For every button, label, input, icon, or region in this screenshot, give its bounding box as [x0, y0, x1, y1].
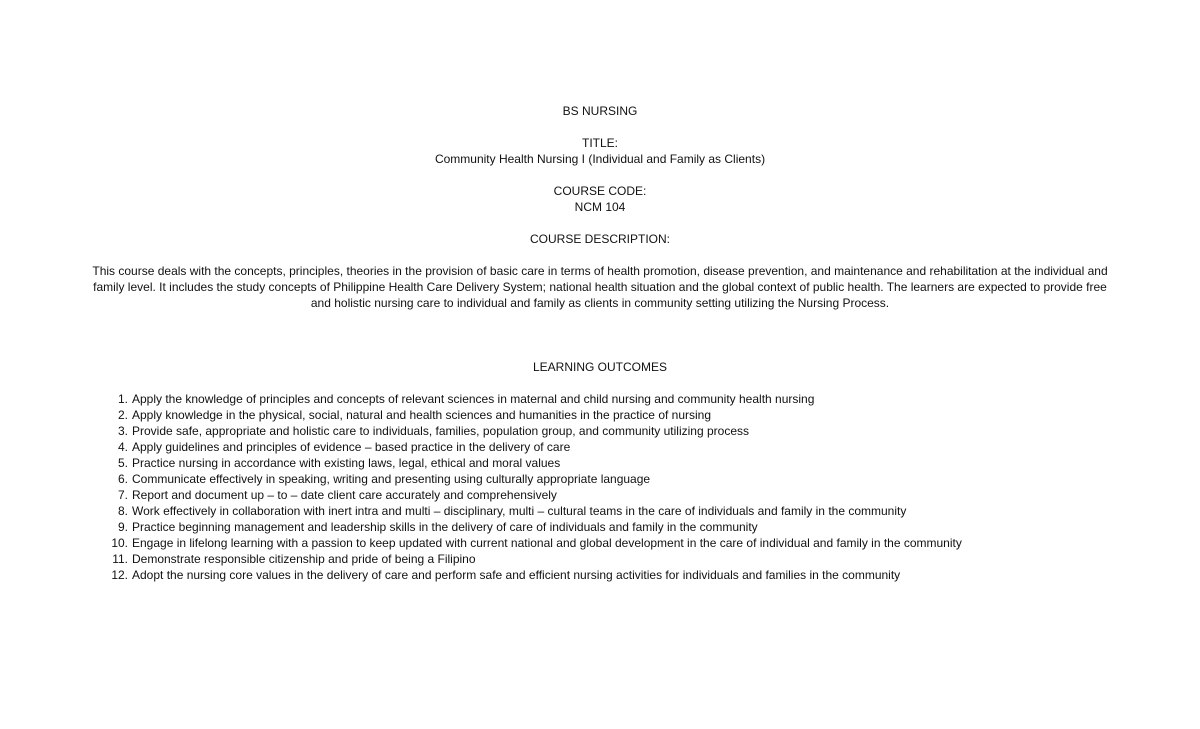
course-description-label: COURSE DESCRIPTION:: [529, 232, 670, 246]
list-item-text: Communicate effectively in speaking, writing and presenting using culturally appropriate language: [132, 472, 651, 486]
learning-outcomes-heading: LEARNING OUTCOMES: [532, 360, 667, 374]
list-item-text: Practice beginning management and leadership skills in the delivery of care of individuals and family in the community: [132, 520, 758, 534]
list-item-number: 2.: [117, 408, 128, 422]
list-item: [100, 439, 1100, 455]
list-item-text: Adopt the nursing core values in the delivery of care and perform safe and efficient nursing activities for individuals and families in the community: [132, 568, 901, 582]
list-item-number: 4.: [117, 440, 128, 454]
list-item: [100, 551, 1100, 567]
list-item-number: 8.: [117, 504, 128, 518]
list-item: [100, 455, 1100, 471]
list-item-text: Apply guidelines and principles of evidence – based practice in the delivery of care: [132, 440, 571, 454]
list-item-text: Provide safe, appropriate and holistic care to individuals, families, population group, and community utilizing process: [132, 424, 749, 438]
list-item: [100, 503, 1100, 519]
list-item: [100, 519, 1100, 535]
list-item-text: Demonstrate responsible citizenship and pride of being a Filipino: [132, 552, 476, 566]
list-item-text: Report and document up – to – date client care accurately and comprehensively: [132, 488, 557, 502]
list-item-text: Apply the knowledge of principles and concepts of relevant sciences in maternal and child nursing and community health nursing: [132, 392, 815, 406]
course-title: Community Health Nursing I (Individual and Family as Clients): [434, 152, 766, 166]
list-item-text: Apply knowledge in the physical, social, natural and health sciences and humanities in the practice of nursing: [132, 408, 712, 422]
list-item: [100, 471, 1100, 487]
list-item-number: 7.: [117, 488, 128, 502]
list-item-number: 5.: [117, 456, 128, 470]
title-label: TITLE:: [581, 136, 618, 150]
course-description: This course deals with the concepts, principles, theories in the provision of basic care in terms of health promotion, disease prevention, and maintenance and rehabilitation at the individual and family level. It includes the study concepts of Philippine Health Care Delivery System; national health situation and the global context of public health. The learners are expected to provide free and holistic nursing care to individual and family as clients in community setting utilizing the Nursing Process.: [92, 264, 1108, 310]
list-item-number: 11.: [112, 552, 128, 566]
learning-outcomes-list: [100, 391, 1100, 583]
course-code: NCM 104: [574, 200, 626, 214]
list-item: [100, 423, 1100, 439]
list-item-number: 3.: [117, 424, 128, 438]
list-item-number: 6.: [117, 472, 128, 486]
list-item-number: 12.: [111, 568, 128, 582]
course-code-label: COURSE CODE:: [553, 184, 647, 198]
list-item: [100, 567, 1100, 583]
list-item-text: Engage in lifelong learning with a passion to keep updated with current national and global development in the care of individual and family in the community: [132, 536, 962, 550]
list-item-number: 9.: [117, 520, 128, 534]
list-item-text: Work effectively in collaboration with inert intra and multi – disciplinary, multi – cultural teams in the care of individuals and family in the community: [132, 504, 907, 518]
list-item: [100, 391, 1100, 407]
list-item-number: 10.: [111, 536, 128, 550]
list-item-text: Practice nursing in accordance with existing laws, legal, ethical and moral values: [132, 456, 561, 470]
list-item: [100, 487, 1100, 503]
list-item: [100, 535, 1100, 551]
list-item: [100, 407, 1100, 423]
program-heading: BS NURSING: [562, 104, 638, 118]
list-item-number: 1.: [117, 392, 128, 406]
